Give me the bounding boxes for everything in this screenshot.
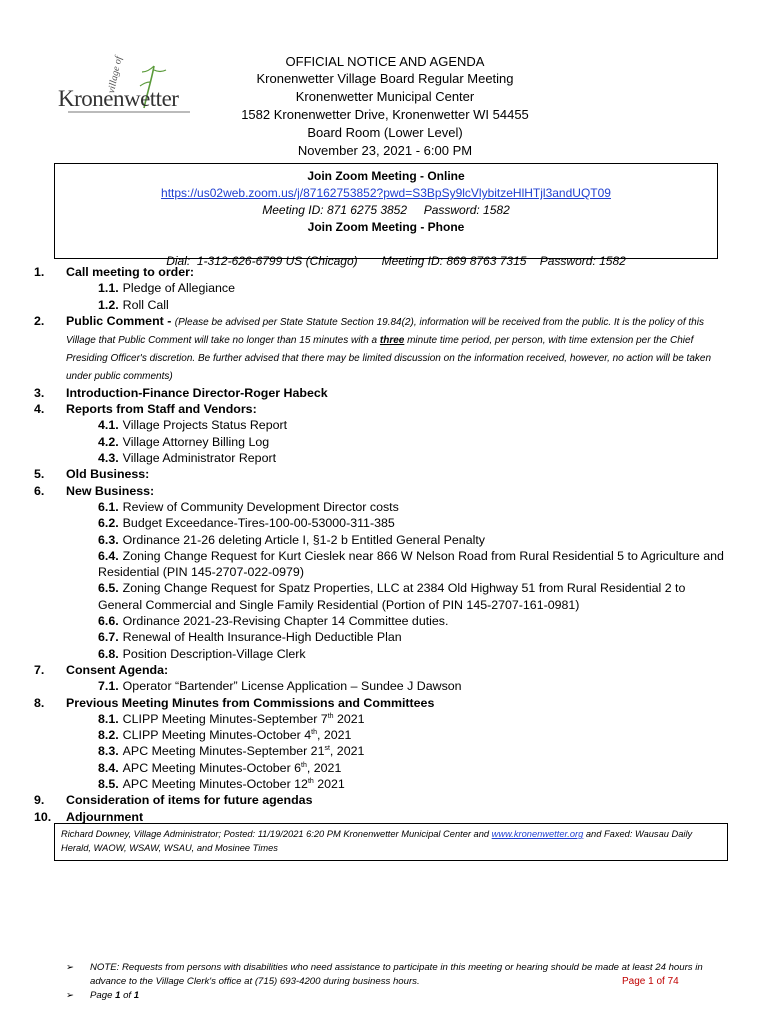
zoom-phone-meeting-id: Meeting ID: 869 8763 7315 Password: 1582 <box>381 254 626 268</box>
agenda-subitem <box>34 280 724 296</box>
posting-notice-box <box>54 823 728 861</box>
subitem-label: APC Meeting Minutes-October 12 <box>122 777 308 792</box>
logo-name: Kronenwetter <box>58 86 179 111</box>
item-label: Old Business: <box>66 467 150 482</box>
agenda-subitem <box>34 678 724 694</box>
item-number: 9. <box>34 793 45 808</box>
agenda-subitem: 8.5. APC Meeting Minutes-October 12th 2021 <box>98 777 345 792</box>
subitem-number: 4.1. <box>98 418 119 433</box>
subitem-label: APC Meeting Minutes-October 6 <box>122 760 302 775</box>
subitem-number: 7.1. <box>98 679 119 694</box>
agenda-item <box>34 662 724 678</box>
agenda-subitem <box>34 548 724 581</box>
zoom-dial-number: Dial: 1-312-626-6799 US (Chicago) <box>166 254 358 268</box>
agenda-item <box>34 385 724 401</box>
subitem-number: 6.4. <box>98 548 119 563</box>
subitem-label: Pledge of Allegiance <box>122 281 235 296</box>
subitem-number: 8.2. <box>98 728 119 743</box>
subitem-number: 6.2. <box>98 516 119 531</box>
agenda-subitem <box>34 532 724 548</box>
logo-village-text: village of <box>106 55 125 95</box>
subitem-number: 8.4. <box>98 760 119 775</box>
item-number: 8. <box>34 695 45 710</box>
meeting-venue: Kronenwetter Municipal Center <box>295 89 475 104</box>
subitem-label: Village Projects Status Report <box>122 418 288 433</box>
public-comment-note: (Please be advised per State Statute Section 19.84(2), information will be received from the public. It is the policy of this Village that Public Comment will take no longer than 15 minutes with a three minute time period, per person, with time extension per the Chief Presiding Officer's discretion. Be further advised that there may be limited discussion on the information received, however, no action will be taken under public comments) <box>66 316 712 382</box>
subitem-label: CLIPP Meeting Minutes-October 4 <box>122 728 312 743</box>
item-number: 6. <box>34 483 45 498</box>
item-number: 4. <box>34 402 45 417</box>
subitem-number: 6.5. <box>98 581 119 596</box>
subitem-number: 6.8. <box>98 646 119 661</box>
disability-note: ➢ NOTE: Requests from persons with disabilities who need assistance to participate in this meeting or hearing should be made at least 24 hours in advance to the Village Clerk's office at (715) 693-4200 during business hours. <box>66 962 703 987</box>
agenda-subitem <box>34 629 724 645</box>
subitem-label: Ordinance 21-26 deleting Article I, §1-2 b Entitled General Penalty <box>122 532 485 547</box>
meeting-name: Kronenwetter Village Board Regular Meeting <box>256 71 514 86</box>
item-label: Call meeting to order: <box>66 265 195 279</box>
village-website-link[interactable]: www.kronenwetter.org <box>491 829 584 839</box>
item-number: 10. <box>34 809 52 824</box>
agenda-item-public-comment <box>34 313 724 385</box>
subitem-label: Review of Community Development Director costs <box>122 499 399 514</box>
agenda-item <box>34 483 724 499</box>
agenda-subitem <box>34 297 724 313</box>
agenda-item <box>34 401 724 417</box>
subitem-label: APC Meeting Minutes-September 21 <box>122 744 325 759</box>
zoom-info-box <box>54 163 718 268</box>
zoom-meeting-id: Meeting ID: 871 6275 3852 Password: 1582 <box>262 203 510 217</box>
subitem-number: 4.3. <box>98 451 119 466</box>
page-count-note: ➢ Page 1 of 1 <box>66 990 140 1001</box>
zoom-phone-title: Join Zoom Meeting - Phone <box>307 220 465 234</box>
agenda-subitem: 8.3. APC Meeting Minutes-September 21st, 2021 <box>98 744 365 759</box>
agenda-item <box>34 466 724 482</box>
item-label: Public Comment - <box>66 313 175 328</box>
agenda-item <box>34 792 724 808</box>
agenda-subitem <box>34 434 724 450</box>
agenda-subitem <box>34 580 724 613</box>
footer-notes <box>66 961 706 1003</box>
agenda-subitem <box>34 450 724 466</box>
item-number: 7. <box>34 662 45 677</box>
subitem-number: 6.7. <box>98 630 119 645</box>
subitem-label: Zoning Change Request for Spatz Properties, LLC at 2384 Old Highway 51 from Rural Residential 2 to General Commercial and Single Family Residential (Portion of PIN 145-2707-161-0981) <box>98 581 686 612</box>
village-logo <box>58 55 198 122</box>
item-number: 1. <box>34 265 45 279</box>
item-label: Consent Agenda: <box>66 662 169 677</box>
subitem-number: 8.3. <box>98 744 119 759</box>
subitem-number: 8.1. <box>98 711 119 726</box>
agenda-subitem <box>34 515 724 531</box>
subitem-label: Zoning Change Request for Kurt Cieslek near 866 W Nelson Road from Rural Residential 5 to Agriculture and Residential (PIN 145-2707-022-0979) <box>98 548 724 580</box>
posting-text-tail: and Faxed: Wausau Daily Herald, WAOW, WSAW, WSAU, and Mosinee Times <box>61 829 693 853</box>
subitem-number: 6.3. <box>98 532 119 547</box>
subitem-label: Roll Call <box>122 297 169 312</box>
agenda-subitem: 8.1. CLIPP Meeting Minutes-September 7th 2021 <box>98 711 365 726</box>
subitem-label: CLIPP Meeting Minutes-September 7 <box>122 711 328 726</box>
subitem-label: Position Description-Village Clerk <box>122 646 306 661</box>
item-label: Adjournment <box>66 809 144 824</box>
meeting-address: 1582 Kronenwetter Drive, Kronenwetter WI 54455 <box>241 107 529 122</box>
item-label: New Business: <box>66 483 155 498</box>
item-number: 2. <box>34 313 45 328</box>
agenda-list <box>34 264 724 825</box>
agenda-subitem <box>34 417 724 433</box>
agenda-subitem <box>34 613 724 629</box>
meeting-room: Board Room (Lower Level) <box>307 125 463 140</box>
zoom-online-title: Join Zoom Meeting - Online <box>307 169 465 183</box>
item-number: 5. <box>34 467 45 482</box>
subitem-label: Village Administrator Report <box>122 451 277 466</box>
arrow-bullet-icon: ➢ <box>66 990 75 1001</box>
subitem-number: 6.1. <box>98 499 119 514</box>
subitem-number: 1.2. <box>98 297 119 312</box>
subitem-label: Village Attorney Billing Log <box>122 434 270 449</box>
item-label: Introduction-Finance Director-Roger Habeck <box>66 385 328 400</box>
subitem-label: Renewal of Health Insurance-High Deductible Plan <box>122 630 402 645</box>
subitem-number: 4.2. <box>98 434 119 449</box>
subitem-label: Operator “Bartender” License Application – Sundee J Dawson <box>122 679 462 694</box>
subitem-label: Budget Exceedance-Tires-100-00-53000-311-385 <box>122 516 395 531</box>
agenda-subitem: 8.4. APC Meeting Minutes-October 6th, 2021 <box>98 760 342 775</box>
meeting-date: November 23, 2021 - 6:00 PM <box>297 143 473 158</box>
item-label: Reports from Staff and Vendors: <box>66 402 257 417</box>
agenda-subitem <box>34 499 724 515</box>
agenda-subitem: 8.2. CLIPP Meeting Minutes-October 4th, 2021 <box>98 728 352 743</box>
agenda-item <box>34 264 724 280</box>
page-stamp: Page 1 of 74 <box>622 976 679 987</box>
zoom-link[interactable]: https://us02web.zoom.us/j/87162753852?pwd=S3BpSy9lcVlybitzeHlHTjl3andUQT09 <box>161 186 611 200</box>
subitem-number: 1.1. <box>98 281 119 296</box>
notice-title: OFFICIAL NOTICE AND AGENDA <box>285 54 485 69</box>
subitem-number: 8.5. <box>98 777 119 792</box>
arrow-bullet-icon: ➢ <box>66 962 75 973</box>
agenda-item <box>34 695 724 711</box>
agenda-subitem <box>34 646 724 662</box>
item-number: 3. <box>34 385 45 400</box>
subitem-label: Ordinance 2021-23-Revising Chapter 14 Committee duties. <box>122 614 449 629</box>
subitem-number: 6.6. <box>98 614 119 629</box>
item-label: Previous Meeting Minutes from Commissions and Committees <box>66 695 435 710</box>
posting-text: Richard Downey, Village Administrator; Posted: 11/19/2021 6:20 PM Kronenwetter Municipal Center and <box>61 829 492 839</box>
item-label: Consideration of items for future agendas <box>66 793 313 808</box>
